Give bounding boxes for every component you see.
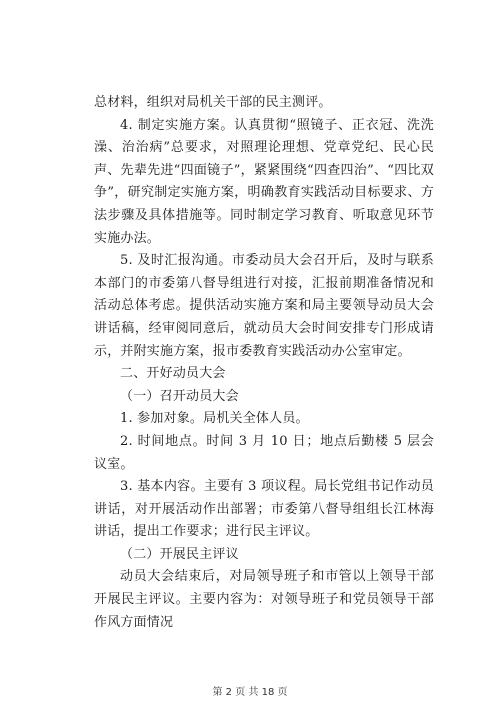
section-heading: 二、开好动员大会 [120,366,226,382]
document-body [94,92,434,634]
paragraph-participants: 1. 参加对象。局机关全体人员。 [120,411,309,427]
paragraph-time-location: 2. 时间地点。时间 3 月 10 日；地点后勤楼 5 层会议室。 [94,433,434,472]
paragraph-continuation: 总材料，组织对局机关干部的民主测评。 [94,95,332,110]
paragraph-evaluation: 动员大会结束后，对局领导班子和市管以上领导干部开展民主评议。主要内容为：对领导班子和党员领导干部作风方面情况 [94,569,434,630]
subsection-heading: （一）召开动员大会 [120,388,239,404]
paragraph-basic-content: 3. 基本内容。主要有 3 项议程。局长党组书记作动员讲话，对开展活动作出部署；市委第八督导组组长江林海讲话，提出工作要求；进行民主评议。 [94,479,434,540]
page-number-footer: 第 2 页 共 18 页 [212,687,288,698]
paragraph-item-4: 4. 制定实施方案。认真贯彻“照镜子、正衣冠、洗洗澡、治治病”总要求，对照理论理想、党章党纪、民心民声、先辈先进“四面镜子”，紧紧围绕“四查四治”、“四比双争”，研究制定实施方案，明确教育实践活动目标要求、方法步骤及具体措施等。同时制定学习教育、听取意见环节实施办法。 [94,117,434,246]
subsection-heading: （二）开展民主评议 [120,546,239,562]
paragraph-item-5: 5. 及时汇报沟通。市委动员大会召开后，及时与联系本部门的市委第八督导组进行对接，汇报前期准备情况和活动总体考虑。提供活动实施方案和局主要领导动员大会讲话稿，经审阅同意后，就动员大会时间安排专门形成请示，并附实施方案，报市委教育实践活动办公室审定。 [94,253,434,359]
